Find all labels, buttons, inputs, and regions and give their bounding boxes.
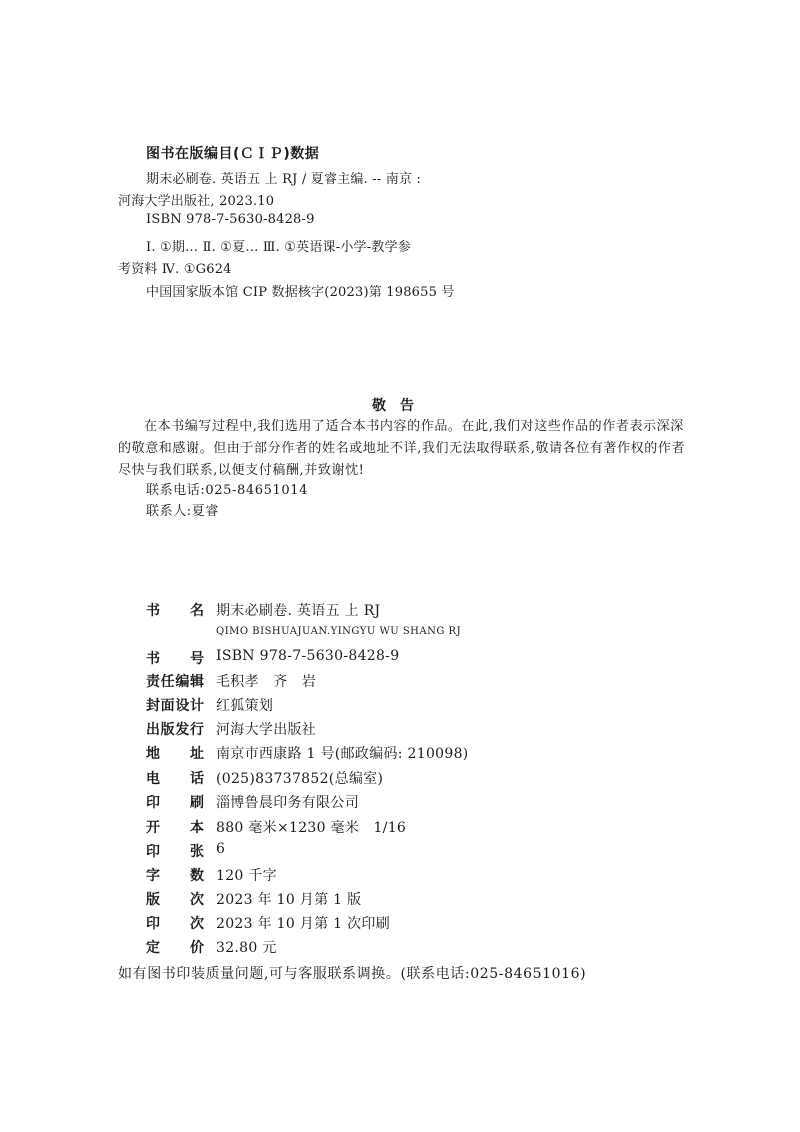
colophon-label-char: 址 xyxy=(190,746,204,762)
colophon-label xyxy=(146,937,204,957)
colophon-value: 6 xyxy=(216,841,226,857)
colophon-value: 880 毫米×1230 毫米 1/16 xyxy=(216,820,407,836)
colophon-label xyxy=(146,768,204,788)
cip-title: 图书在版编目(ＣＩＰ)数据 xyxy=(146,146,320,162)
colophon-label-char: 印 xyxy=(146,844,160,860)
colophon-label-char: 书 xyxy=(146,651,160,667)
colophon-label xyxy=(146,841,204,861)
colophon-label xyxy=(146,792,204,812)
colophon-value: 2023 年 10 月第 1 次印刷 xyxy=(216,916,391,932)
colophon-label-char: 话 xyxy=(190,771,204,787)
colophon-label-char: 印 xyxy=(146,795,160,811)
colophon-label-char: 编 xyxy=(175,674,190,690)
colophon-label xyxy=(146,913,204,933)
cip-line-2: 河海大学出版社, 2023.10 xyxy=(118,194,275,209)
colophon-label-char: 刷 xyxy=(190,795,204,811)
colophon-label-char: 字 xyxy=(146,868,160,884)
colophon-label xyxy=(146,719,204,739)
colophon-value: 南京市西康路 1 号(邮政编码: 210098) xyxy=(216,746,469,762)
colophon-label-char: 计 xyxy=(189,698,204,714)
colophon-value: 河海大学出版社 xyxy=(216,722,317,738)
colophon-label-char: 设 xyxy=(175,698,190,714)
colophon-value: 120 千字 xyxy=(216,868,277,884)
cip-line-6: 中国国家版本馆 CIP 数据核字(2023)第 198655 号 xyxy=(146,285,455,300)
colophon-label-char: 版 xyxy=(160,722,175,738)
colophon-label-char: 数 xyxy=(190,868,204,884)
pinyin-title: QIMO BISHUAJUAN.YINGYU WU SHANG RJ xyxy=(216,626,462,637)
colophon-value: 期末必刷卷. 英语五 上 RJ xyxy=(216,603,381,619)
notice-contact: 联系人:夏睿 xyxy=(146,504,219,519)
colophon-label-char: 版 xyxy=(146,892,160,908)
colophon-value: 32.80 元 xyxy=(216,940,277,956)
colophon-label xyxy=(146,600,204,620)
colophon-label-char: 行 xyxy=(189,722,204,738)
colophon-label xyxy=(146,695,204,715)
colophon-value: 红狐策划 xyxy=(216,698,274,714)
colophon-label-char: 任 xyxy=(160,674,175,690)
colophon-label-char: 次 xyxy=(190,916,204,932)
colophon-label-char: 书 xyxy=(146,603,160,619)
colophon-label-char: 张 xyxy=(190,844,204,860)
colophon-label-char: 开 xyxy=(146,820,160,836)
cip-line-5: 考资料 Ⅳ. ①G624 xyxy=(118,262,232,277)
colophon-label-char: 发 xyxy=(175,722,190,738)
colophon-label xyxy=(146,648,204,668)
footer-note: 如有图书印装质量问题,可与客服联系调换。(联系电话:025-84651016) xyxy=(118,966,587,982)
colophon-label-char: 号 xyxy=(190,651,204,667)
colophon-label-char: 面 xyxy=(160,698,175,714)
colophon-label-char: 名 xyxy=(190,603,204,619)
colophon-label-char: 出 xyxy=(146,722,160,738)
colophon-label-char: 电 xyxy=(146,771,160,787)
colophon-label-char: 地 xyxy=(146,746,160,762)
cip-line-1: 期末必刷卷. 英语五 上 RJ / 夏睿主编. -- 南京 : xyxy=(146,172,422,187)
colophon-label-char: 责 xyxy=(146,674,160,690)
notice-title: 敬告 xyxy=(372,398,428,414)
colophon-label xyxy=(146,671,204,691)
colophon-label-char: 封 xyxy=(146,698,160,714)
colophon-label xyxy=(146,865,204,885)
colophon-value: 淄博鲁晨印务有限公司 xyxy=(216,795,359,811)
colophon-label-char: 次 xyxy=(190,892,204,908)
colophon-label xyxy=(146,889,204,909)
notice-body: 在本书编写过程中,我们选用了适合本书内容的作品。在此,我们对这些作品的作者表示深深的敬意和感谢。但由于部分作者的姓名或地址不详,我们无法取得联系,敬请各位有著作权的作者尽快与我们联系,以便支付稿酬,并致谢忱! xyxy=(118,419,686,478)
cip-line-4: Ⅰ. ①期… Ⅱ. ①夏… Ⅲ. ①英语课-小学-教学参 xyxy=(146,240,411,255)
colophon-value: (025)83737852(总编室) xyxy=(216,771,384,787)
colophon-label-char: 定 xyxy=(146,940,160,956)
colophon-value: 2023 年 10 月第 1 版 xyxy=(216,892,362,908)
colophon-value: ISBN 978-7-5630-8428-9 xyxy=(216,648,400,664)
colophon-label-char: 价 xyxy=(190,940,204,956)
cip-line-3: ISBN 978-7-5630-8428-9 xyxy=(146,212,315,227)
colophon-value: 毛积孝 齐 岩 xyxy=(216,674,317,690)
colophon-label xyxy=(146,817,204,837)
colophon-label-char: 印 xyxy=(146,916,160,932)
colophon-label-char: 辑 xyxy=(189,674,204,690)
colophon-label-char: 本 xyxy=(190,820,204,836)
colophon-label xyxy=(146,743,204,763)
notice-phone: 联系电话:025-84651014 xyxy=(146,483,308,498)
